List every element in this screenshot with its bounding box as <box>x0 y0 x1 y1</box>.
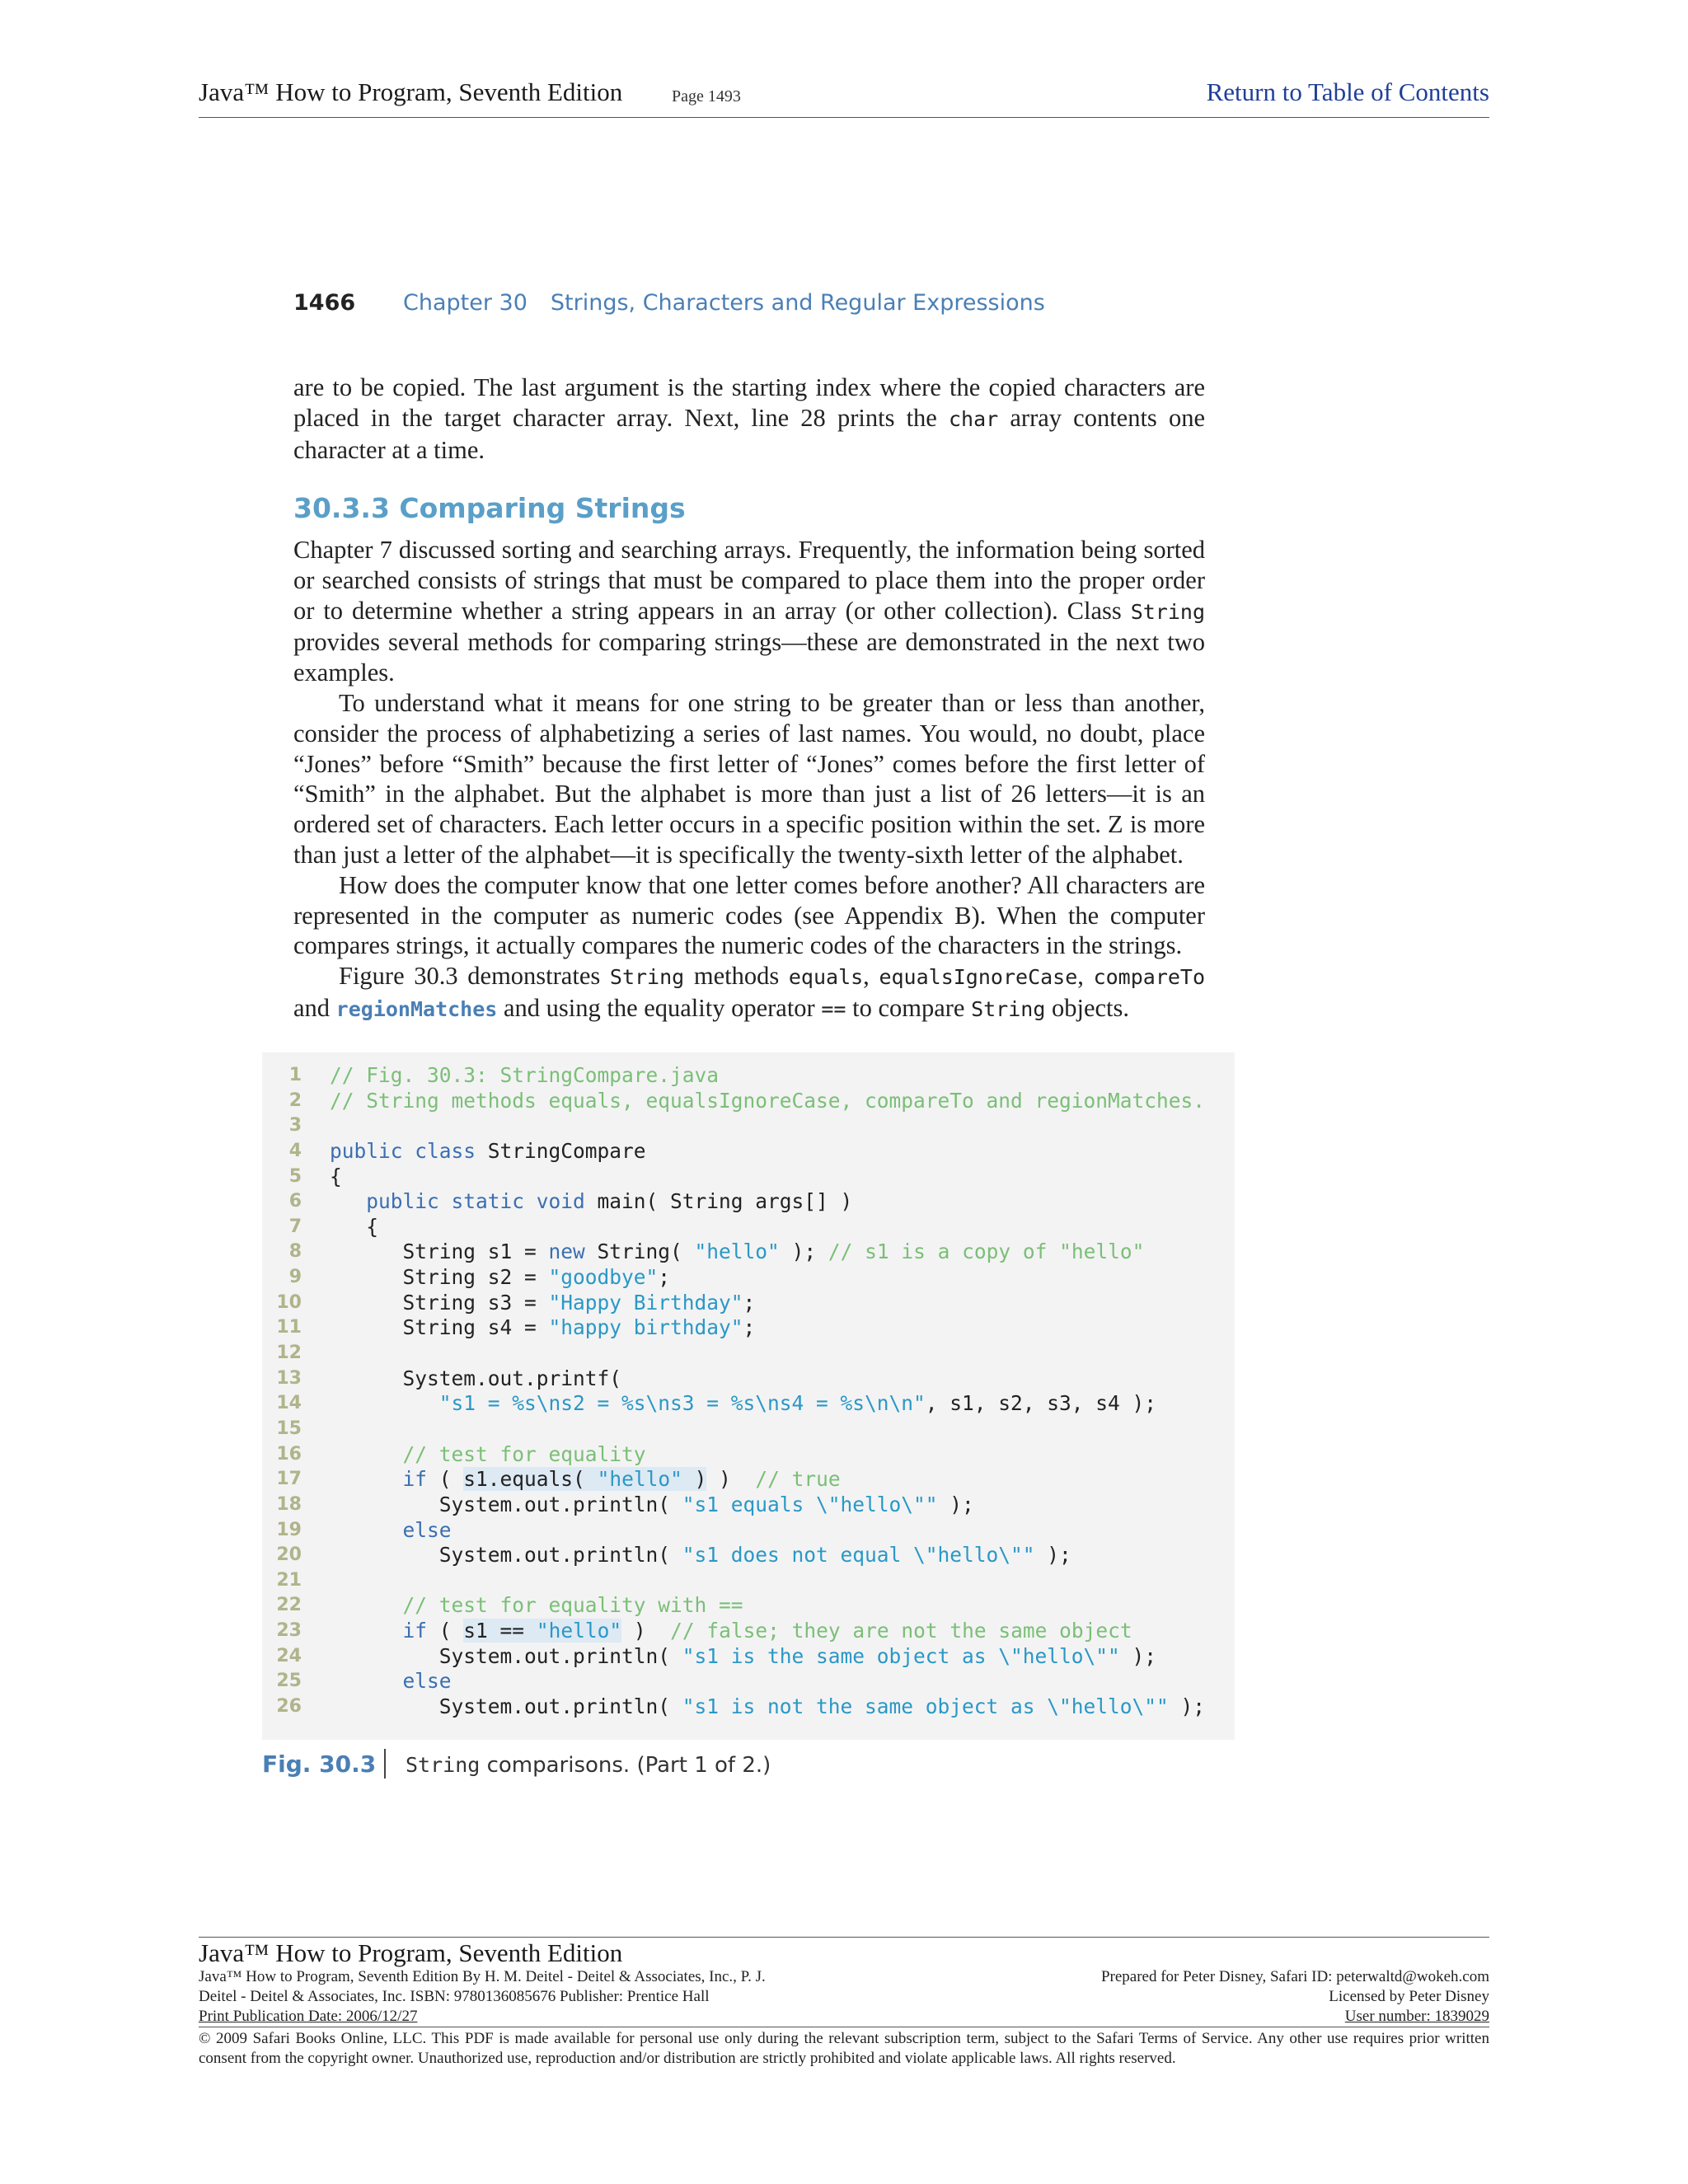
code-line <box>262 1694 1205 1720</box>
code-token: "hello" <box>536 1619 622 1643</box>
paragraph <box>293 535 1205 688</box>
code-text <box>330 1442 646 1468</box>
code-line <box>262 1493 1205 1518</box>
chapter-label: Chapter 30 <box>403 290 528 316</box>
code-token: // true <box>755 1467 841 1492</box>
code-token: { <box>330 1164 342 1188</box>
text: Chapter 7 discussed sorting and searching arrays. Frequently, the information being sorted or searched consists of strings that must be compared to place them into the proper order or to determine whether a string appears in an array (or other collection). Class <box>293 536 1205 625</box>
text: methods <box>684 962 789 991</box>
code-text <box>330 1215 378 1240</box>
line-number: 9 <box>288 1267 302 1288</box>
line-number: 19 <box>276 1519 302 1540</box>
book-title: Java™ How to Program, Seventh Edition <box>199 77 623 106</box>
text: , <box>863 962 879 991</box>
code-token: StringCompare <box>476 1138 646 1163</box>
line-number: 6 <box>288 1191 302 1212</box>
footer-line: Licensed by Peter Disney <box>1329 1988 1489 2005</box>
code-token: "s1 is the same object as \"hello\"" <box>682 1643 1120 1668</box>
code-token: ); <box>1034 1543 1071 1568</box>
code-token: main( String args[] ) <box>584 1189 853 1214</box>
code-token: ); <box>1168 1694 1206 1719</box>
code-line <box>262 1543 1205 1568</box>
caption-divider <box>384 1749 386 1779</box>
code-line <box>262 1291 1205 1316</box>
code-line <box>262 1593 1205 1619</box>
code-token: // test for equality with == <box>402 1593 743 1618</box>
code-token: // test for equality <box>402 1441 646 1466</box>
code-line <box>262 1315 1205 1341</box>
code-token: String( <box>584 1240 695 1264</box>
code-token: else <box>402 1669 452 1694</box>
inline-code: String <box>609 965 685 990</box>
footer-publication-info <box>199 1967 766 2027</box>
header-divider <box>199 117 1489 118</box>
code-line <box>262 1265 1205 1291</box>
footer-line: Java™ How to Program, Seventh Edition By H. M. Deitel - Deitel & Associates, Inc., P. J. <box>199 1968 766 1985</box>
paragraph <box>293 961 1205 1025</box>
inline-code: == <box>821 996 846 1021</box>
code-token: if <box>402 1467 428 1492</box>
inline-code-highlight: regionMatches <box>335 996 498 1021</box>
inline-code: char <box>949 406 999 431</box>
text: and using the equality operator <box>497 993 822 1022</box>
code-token <box>330 1442 403 1466</box>
code-text <box>330 1669 452 1694</box>
text: and <box>293 993 336 1022</box>
code-text <box>330 1694 1205 1720</box>
chapter-heading <box>403 290 1045 316</box>
toc-link[interactable]: Return to Table of Contents <box>1206 77 1489 106</box>
code-text <box>330 1593 743 1619</box>
code-text <box>330 1619 1132 1644</box>
code-text <box>330 1493 974 1518</box>
code-token: public class <box>330 1138 476 1163</box>
text: , <box>1077 962 1094 991</box>
code-token: s1 == <box>463 1619 537 1643</box>
section-body <box>293 535 1205 1025</box>
code-line <box>262 1391 1205 1417</box>
line-number: 13 <box>276 1367 302 1389</box>
code-token: System.out.println( <box>330 1543 682 1568</box>
text: are to be copied. The last argument is the starting index where the copied characters are placed in the target character array. Next, line 28 prints the <box>293 373 1205 432</box>
code-token: { <box>330 1214 379 1239</box>
code-token: "hello" <box>694 1240 780 1264</box>
code-token <box>330 1669 403 1693</box>
code-text <box>330 1165 342 1190</box>
code-token: ) <box>706 1467 756 1492</box>
code-token: ) <box>682 1467 707 1492</box>
code-token: "goodbye" <box>548 1265 659 1290</box>
code-token: // Fig. 30.3: StringCompare.java <box>330 1063 720 1087</box>
code-line <box>262 1215 1205 1240</box>
code-token: System.out.println( <box>330 1643 682 1668</box>
code-line <box>262 1568 1205 1594</box>
line-number: 2 <box>288 1090 302 1111</box>
code-line <box>262 1063 1205 1089</box>
code-token: String s4 = <box>330 1315 549 1340</box>
line-number: 24 <box>276 1645 302 1666</box>
code-token <box>330 1391 439 1415</box>
line-number: 3 <box>288 1115 302 1137</box>
code-text <box>330 1391 1156 1417</box>
line-number: 1 <box>288 1065 302 1085</box>
chapter-title: Strings, Characters and Regular Expressions <box>550 290 1045 316</box>
code-token <box>330 1518 403 1542</box>
code-line <box>262 1442 1205 1468</box>
text: array contents one character at a time. <box>293 403 1205 464</box>
footer-line: User number: 1839029 <box>1344 2008 1489 2025</box>
code-text <box>330 1189 852 1215</box>
line-number: 21 <box>276 1569 302 1591</box>
code-token: "happy birthday" <box>548 1315 743 1340</box>
paragraph-continued <box>293 373 1205 465</box>
code-line <box>262 1669 1205 1694</box>
text: to compare <box>846 993 972 1022</box>
code-token: "s1 does not equal \"hello\"" <box>682 1543 1035 1568</box>
line-number: 11 <box>276 1317 302 1338</box>
inline-code: String <box>406 1753 481 1777</box>
code-token: String s1 = <box>330 1240 549 1264</box>
code-line <box>262 1089 1205 1114</box>
line-number: 26 <box>276 1696 302 1718</box>
inline-code: equals <box>788 965 864 990</box>
code-line <box>262 1467 1205 1493</box>
line-number: 7 <box>288 1216 302 1237</box>
code-text <box>330 1315 755 1341</box>
inline-code: String <box>971 996 1046 1021</box>
code-line <box>262 1240 1205 1265</box>
text: Figure 30.3 demonstrates <box>339 962 610 991</box>
code-token: String s2 = <box>330 1265 549 1290</box>
code-token: "s1 equals \"hello\"" <box>682 1492 938 1516</box>
code-token: new <box>548 1240 585 1264</box>
code-text <box>330 1139 646 1165</box>
line-number: 14 <box>276 1393 302 1414</box>
code-token: , s1, s2, s3, s4 ); <box>925 1391 1157 1416</box>
code-line <box>262 1189 1205 1215</box>
line-number: 15 <box>276 1418 302 1439</box>
code-token: ); <box>1119 1643 1157 1668</box>
code-line <box>262 1417 1205 1442</box>
code-token <box>330 1467 403 1491</box>
caption-text: comparisons. (Part 1 of 2.) <box>480 1753 771 1778</box>
code-text <box>330 1089 1205 1114</box>
code-line <box>262 1139 1205 1165</box>
code-text <box>330 1467 841 1493</box>
code-token: else <box>402 1517 452 1542</box>
code-token: System.out.println( <box>330 1492 682 1516</box>
code-token: ( <box>427 1619 464 1643</box>
code-line <box>262 1366 1205 1392</box>
code-token <box>330 1593 403 1617</box>
code-token: "hello" <box>597 1467 682 1492</box>
code-token: // false; they are not the same object <box>670 1619 1132 1643</box>
code-token: String s3 = <box>330 1290 549 1315</box>
figure-caption <box>406 1753 771 1778</box>
line-number: 10 <box>276 1291 302 1313</box>
code-token: ( <box>427 1467 464 1492</box>
footer-title: Java™ How to Program, Seventh Edition <box>199 1938 623 1967</box>
code-text <box>330 1291 755 1316</box>
page-label: Page 1493 <box>672 87 741 105</box>
code-token: System.out.printf( <box>330 1366 622 1390</box>
figure-label: Fig. 30.3 <box>262 1750 377 1778</box>
inline-code: compareTo <box>1093 965 1206 990</box>
footer-line: Prepared for Peter Disney, Safari ID: peterwaltd@wokeh.com <box>1100 1968 1489 1985</box>
code-token: ); <box>779 1240 828 1264</box>
code-text <box>330 1644 1156 1670</box>
code-token: System.out.println( <box>330 1694 682 1719</box>
code-token: public static void <box>366 1189 585 1214</box>
paragraph: How does the computer know that one letter comes before another? All characters are represented in the computer as numeric codes (see Appendix B). When the computer compares strings, it actually compares the numeric codes of the characters in the strings. <box>293 870 1205 960</box>
footer-line: Deitel - Deitel & Associates, Inc. ISBN: 9780136085676 Publisher: Prentice Hall <box>199 1988 710 2005</box>
text: provides several methods for comparing strings—these are demonstrated in the next two examples. <box>293 628 1205 687</box>
line-number: 16 <box>276 1443 302 1465</box>
code-token: ; <box>743 1315 756 1340</box>
code-token: "Happy Birthday" <box>548 1290 743 1315</box>
code-text <box>330 1063 719 1089</box>
line-number: 5 <box>288 1165 302 1187</box>
code-token: if <box>402 1619 428 1643</box>
code-line <box>262 1113 1205 1139</box>
code-token <box>330 1189 366 1213</box>
line-number: 12 <box>276 1343 302 1364</box>
section-heading: 30.3.3 Comparing Strings <box>293 492 686 524</box>
code-text <box>330 1518 452 1544</box>
line-number: 23 <box>276 1620 302 1642</box>
code-token: "s1 is not the same object as \"hello\"" <box>682 1694 1169 1719</box>
code-text <box>330 1366 621 1392</box>
code-line <box>262 1619 1205 1644</box>
line-number: 17 <box>276 1469 302 1490</box>
line-number: 25 <box>276 1671 302 1692</box>
text: objects. <box>1045 993 1130 1022</box>
line-number: 8 <box>288 1241 302 1263</box>
code-token: ; <box>743 1290 756 1315</box>
code-token: // String methods equals, equalsIgnoreCase, compareTo and regionMatches. <box>330 1088 1206 1113</box>
page-number: 1466 <box>293 290 356 316</box>
code-token <box>330 1619 403 1643</box>
code-token: ; <box>658 1265 671 1290</box>
paragraph: To understand what it means for one string to be greater than or less than another, consider the process of alphabetizing a series of last names. You would, no doubt, place “Jones” before “Smith” because the first letter of “Jones” comes before the first letter of “Smith” in the alphabet. But the alphabet is more than just a list of 26 letters—it is an ordered set of characters. Each letter occurs in a specific position within the set. Z is more than just a letter of the alphabet—it is specifically the twenty-sixth letter of the alphabet. <box>293 688 1205 869</box>
line-number: 22 <box>276 1595 302 1616</box>
line-number: 20 <box>276 1544 302 1566</box>
line-number: 18 <box>276 1493 302 1515</box>
footer-license-info <box>1101 1967 1489 2027</box>
code-line <box>262 1644 1205 1670</box>
code-line <box>262 1518 1205 1544</box>
footer-line: Print Publication Date: 2006/12/27 <box>199 2008 418 2025</box>
code-listing <box>262 1063 1205 1720</box>
code-token: "s1 = %s\ns2 = %s\ns3 = %s\ns4 = %s\n\n" <box>438 1391 926 1416</box>
code-token: ) <box>621 1619 671 1643</box>
code-token: // s1 is a copy of "hello" <box>828 1240 1145 1264</box>
code-text <box>330 1543 1071 1568</box>
code-text <box>330 1265 670 1291</box>
line-number: 4 <box>288 1140 302 1161</box>
code-token: ); <box>937 1492 974 1516</box>
code-line <box>262 1165 1205 1190</box>
code-text <box>330 1240 1144 1265</box>
footer-divider <box>199 1937 1489 1938</box>
code-line <box>262 1341 1205 1366</box>
inline-code: equalsIgnoreCase <box>879 965 1078 990</box>
copyright-notice: © 2009 Safari Books Online, LLC. This PDF is made available for personal use only during the relevant subscription term, subject to the Safari Terms of Service. Any other use requires prior written consent from the copyright owner. Unauthorized use, reproduction and/or distribution are strictly prohibited and violate applicable laws. All rights reserved. <box>199 2030 1489 2067</box>
code-token: s1.equals( <box>463 1467 598 1492</box>
inline-code: String <box>1130 599 1205 624</box>
